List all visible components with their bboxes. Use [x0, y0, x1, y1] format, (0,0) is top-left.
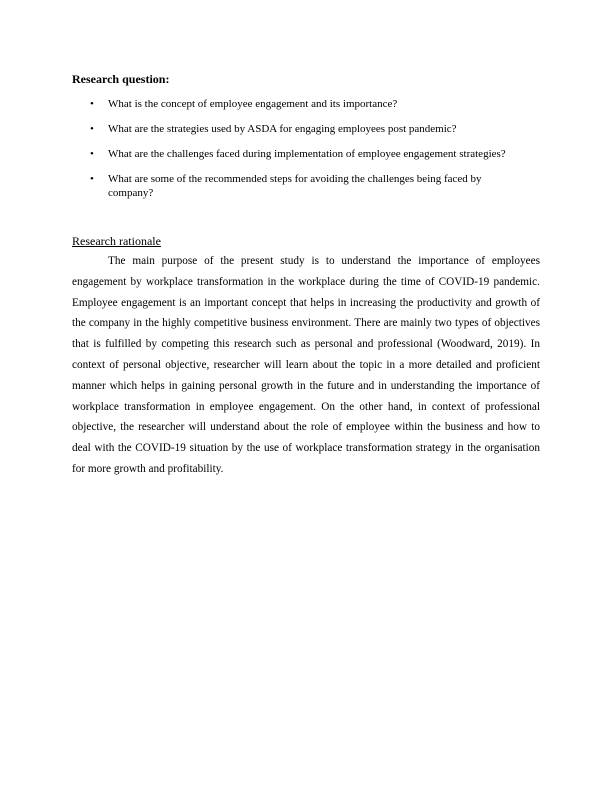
research-question-text: What is the concept of employee engagement and its importance?: [108, 98, 398, 110]
research-rationale-heading: Research rationale: [72, 234, 161, 248]
research-question-text: What are some of the recommended steps for avoiding the challenges being faced by company?: [108, 173, 482, 199]
bullet-icon: •: [90, 148, 94, 160]
bullet-icon: •: [90, 98, 94, 110]
research-question-text: What are the strategies used by ASDA for engaging employees post pandemic?: [108, 123, 457, 135]
bullet-icon: •: [90, 123, 94, 135]
list-item: [72, 172, 540, 200]
list-item: [72, 147, 540, 161]
research-question-list: [72, 97, 540, 211]
bullet-icon: •: [90, 173, 94, 185]
research-question-heading: Research question:: [72, 72, 170, 86]
research-question-text: What are the challenges faced during implementation of employee engagement strategies?: [108, 148, 506, 160]
research-rationale-paragraph: The main purpose of the present study is to understand the importance of employees engagement by workplace transformation in the workplace during the time of COVID-19 pandemic. Employee engagement is an important concept that helps in increasing the productivity and growth of the company in the highly competitive business environment. There are mainly two types of objectives that is fulfilled by competing this research such as personal and professional (Woodward, 2019). In context of personal objective, researcher will learn about the topic in a more detailed and proficient manner which helps in gaining personal growth in the future and in understanding the importance of workplace transformation in employee engagement. On the other hand, in context of professional objective, the researcher will understand about the role of employee within the business and how to deal with the COVID-19 situation by the use of workplace transformation strategy in the organisation for more growth and profitability.: [72, 255, 540, 475]
list-item: [72, 97, 540, 111]
list-item: [72, 122, 540, 136]
